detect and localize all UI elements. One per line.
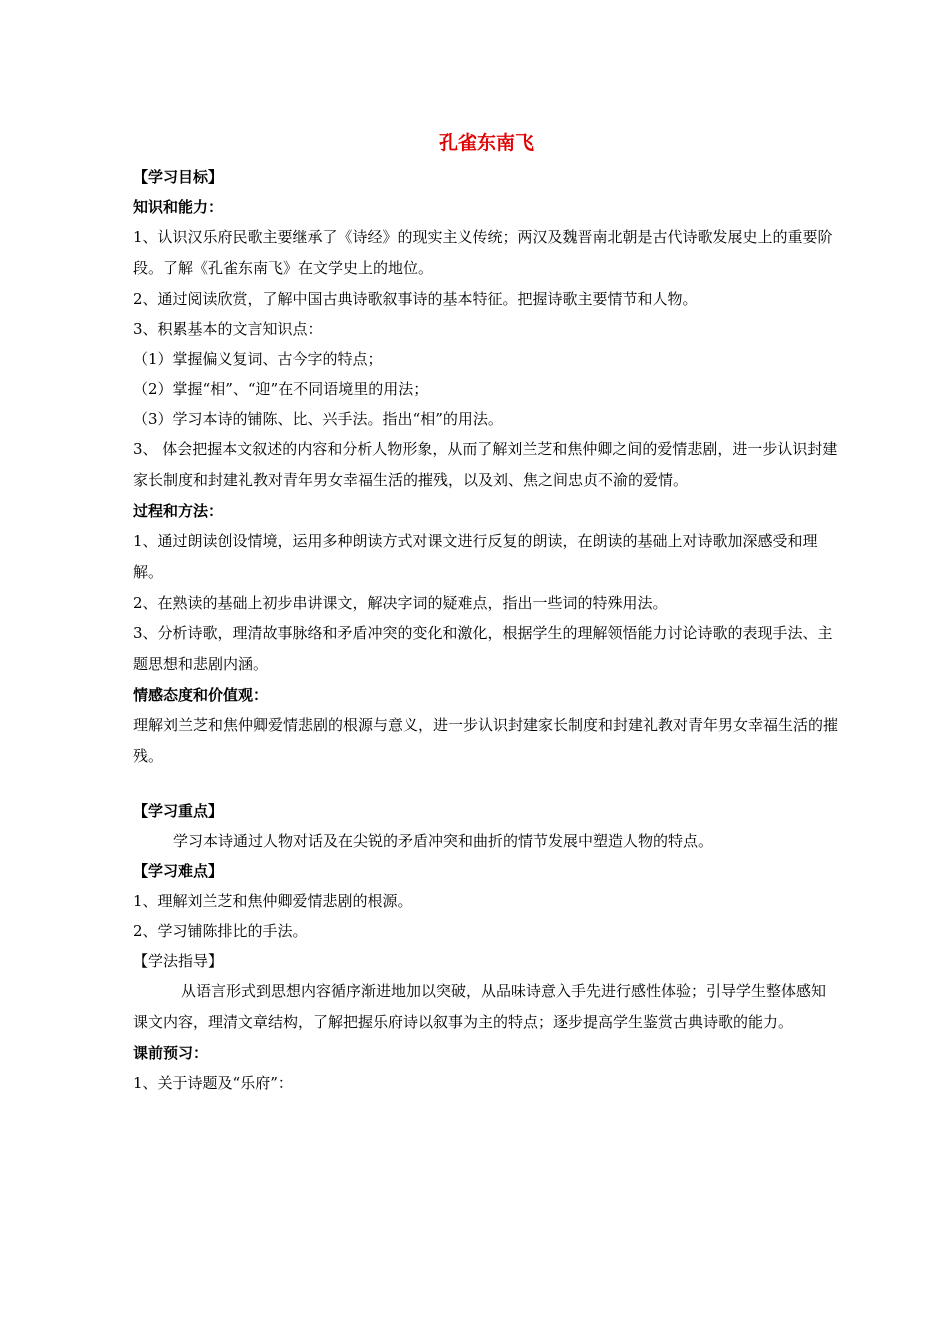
knowledge-item: 3、积累基本的文言知识点： — [133, 320, 323, 338]
process-item: 3、分析诗歌，理清故事脉络和矛盾冲突的变化和激化，根据学生的理解领悟能力讨论诗歌的表现手法、主题思想和悲剧内涵。 — [133, 624, 833, 673]
preview-header: 课前预习： — [133, 1044, 209, 1062]
process-header: 过程和方法： — [133, 502, 224, 520]
knowledge-subitem: （2）掌握“相”、“迎”在不同语境里的用法； — [133, 380, 429, 398]
knowledge-item: 3、 体会把握本文叙述的内容和分析人物形象，从而了解刘兰芝和焦仲卿之间的爱情悲剧，进一步认识封建家长制度和封建礼教对青年男女幸福生活的摧残，以及刘、焦之间忠贞不渝的爱情。 — [133, 440, 838, 489]
knowledge-item: 1、认识汉乐府民歌主要继承了《诗经》的现实主义传统；两汉及魏晋南北朝是古代诗歌发展史上的重要阶段。了解《孔雀东南飞》在文学史上的地位。 — [133, 228, 833, 277]
difficulty-item: 2、学习铺陈排比的手法。 — [133, 922, 308, 940]
knowledge-item: 2、通过阅读欣赏，了解中国古典诗歌叙事诗的基本特征。把握诗歌主要情节和人物。 — [133, 290, 698, 308]
difficulty-item: 1、理解刘兰芝和焦仲卿爱情悲剧的根源。 — [133, 892, 413, 910]
process-item: 1、通过朗读创设情境，运用多种朗读方式对课文进行反复的朗读，在朗读的基础上对诗歌加深感受和理解。 — [133, 532, 818, 581]
objectives-header: 【学习目标】 — [133, 168, 224, 186]
focus-text: 学习本诗通过人物对话及在尖锐的矛盾冲突和曲折的情节发展中塑造人物的特点。 — [173, 832, 714, 850]
values-header: 情感态度和价值观： — [133, 686, 269, 704]
difficulty-header: 【学习难点】 — [133, 862, 224, 880]
document-title: 孔雀东南飞 — [438, 132, 534, 154]
method-header: 【学法指导】 — [133, 952, 224, 970]
knowledge-header: 知识和能力： — [133, 198, 224, 216]
knowledge-subitem: （1）掌握偏义复词、古今字的特点； — [133, 350, 383, 368]
values-text: 理解刘兰芝和焦仲卿爱情悲剧的根源与意义，进一步认识封建家长制度和封建礼教对青年男女幸福生活的摧残。 — [133, 716, 839, 765]
method-text: 从语言形式到思想内容循序渐进地加以突破，从品味诗意入手先进行感性体验；引导学生整体感知课文内容，理清文章结构，了解把握乐府诗以叙事为主的特点；逐步提高学生鉴赏古典诗歌的能力。 — [133, 982, 827, 1031]
preview-item: 1、关于诗题及“乐府”： — [133, 1074, 293, 1092]
knowledge-subitem: （3）学习本诗的铺陈、比、兴手法。指出“相”的用法。 — [133, 410, 503, 428]
section-spacer — [133, 772, 840, 796]
document-content — [133, 130, 840, 1098]
focus-header: 【学习重点】 — [133, 802, 224, 820]
process-item: 2、在熟读的基础上初步串讲课文，解决字词的疑难点，指出一些词的特殊用法。 — [133, 594, 668, 612]
